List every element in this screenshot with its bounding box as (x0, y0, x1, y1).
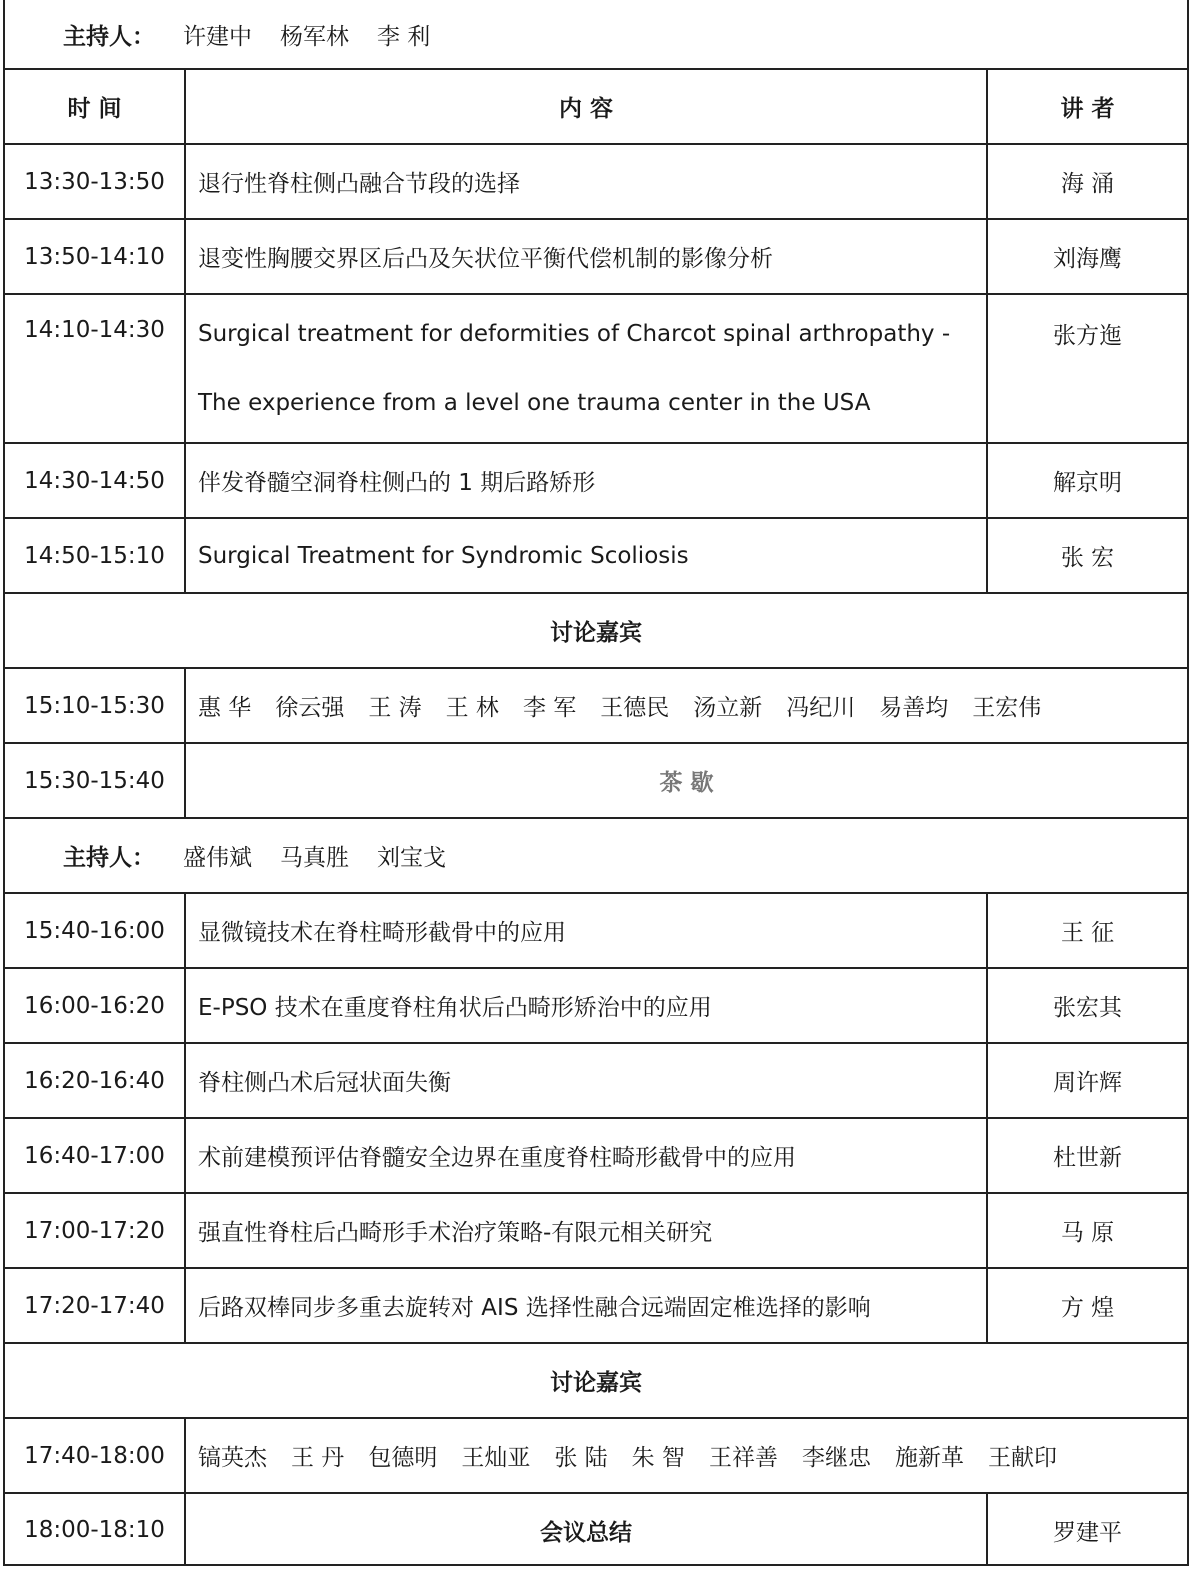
discussion-heading: 讨论嘉宾 (550, 620, 642, 646)
speaker-cell: 张 宏 (1060, 545, 1115, 571)
discussion-heading-row (5, 594, 1187, 669)
summary-label: 会议总结 (186, 1494, 988, 1566)
time-cell: 13:50-14:10 (5, 220, 186, 293)
speaker-cell: 王 征 (1060, 920, 1115, 946)
panelist-name: 王灿亚 (461, 1445, 531, 1471)
topic-cell: 显微镜技术在脊柱畸形截骨中的应用 (186, 894, 988, 967)
time-cell: 18:00-18:10 (5, 1494, 186, 1566)
table-row (5, 519, 1187, 594)
panelist-name: 王德民 (600, 695, 670, 721)
topic-line: Surgical treatment for deformities of Charcot spinal arthropathy - (198, 320, 951, 347)
host-name: 李 利 (377, 23, 431, 50)
speaker-cell: 海 涌 (1060, 171, 1115, 197)
panelist-name: 易善均 (879, 695, 949, 721)
panelist-name: 王祥善 (708, 1445, 778, 1471)
time-column-header: 时 间 (5, 70, 186, 143)
panelist-name: 王 林 (445, 695, 499, 721)
panelist-name: 镐英杰 (198, 1445, 267, 1471)
discussion-heading-row (5, 1344, 1187, 1419)
time-cell: 16:00-16:20 (5, 969, 186, 1042)
time-cell: 13:30-13:50 (5, 145, 186, 218)
speaker-cell: 马 原 (1060, 1220, 1115, 1246)
table-row (5, 1044, 1187, 1119)
content-column-header: 内 容 (186, 70, 988, 143)
table-row (5, 295, 1187, 444)
host-row-session-2 (5, 819, 1187, 894)
topic-cell: 后路双棒同步多重去旋转对 AIS 选择性融合远端固定椎选择的影响 (186, 1269, 988, 1342)
table-row (5, 1194, 1187, 1269)
host-name: 杨军林 (280, 23, 349, 50)
discussion-heading: 讨论嘉宾 (550, 1370, 642, 1396)
time-cell: 15:10-15:30 (5, 669, 186, 742)
topic-cell: 退变性胸腰交界区后凸及矢状位平衡代偿机制的影像分析 (186, 220, 988, 293)
topic-cell: 术前建模预评估脊髓安全边界在重度脊柱畸形截骨中的应用 (186, 1119, 988, 1192)
time-cell: 17:00-17:20 (5, 1194, 186, 1267)
panelist-name: 王献印 (987, 1445, 1057, 1471)
table-row (5, 1269, 1187, 1344)
panelist-name: 王宏伟 (972, 695, 1042, 721)
time-cell: 15:30-15:40 (5, 744, 186, 817)
summary-row (5, 1494, 1187, 1566)
host-name: 许建中 (183, 23, 252, 50)
table-row (5, 894, 1187, 969)
panelist-name: 李继忠 (801, 1445, 871, 1471)
topic-cell: 退行性脊柱侧凸融合节段的选择 (186, 145, 988, 218)
host-cell (5, 0, 1187, 68)
speaker-cell: 刘海鹰 (1053, 246, 1122, 272)
topic-cell: 伴发脊髓空洞脊柱侧凸的 1 期后路矫形 (186, 444, 988, 517)
panelist-name: 王 涛 (368, 695, 422, 721)
panelist-name: 徐云强 (275, 695, 345, 721)
panelist-name: 惠 华 (198, 695, 252, 721)
table-row (5, 1119, 1187, 1194)
table-row (5, 444, 1187, 519)
panelist-name: 冯纪川 (786, 695, 856, 721)
speaker-cell: 解京明 (1053, 470, 1122, 496)
panelist-name: 张 陆 (554, 1445, 608, 1471)
schedule-table (3, 0, 1189, 1566)
table-row (5, 969, 1187, 1044)
host-cell (5, 819, 1187, 892)
topic-cell: 脊柱侧凸术后冠状面失衡 (186, 1044, 988, 1117)
time-cell: 14:50-15:10 (5, 519, 186, 592)
panelist-name: 汤立新 (693, 695, 763, 721)
panelist-name: 朱 智 (631, 1445, 685, 1471)
host-name: 马真胜 (280, 845, 349, 871)
topic-cell: Surgical Treatment for Syndromic Scoliosis (186, 519, 988, 592)
break-row (5, 744, 1187, 819)
time-cell: 17:20-17:40 (5, 1269, 186, 1342)
panelist-name: 施新革 (894, 1445, 964, 1471)
time-cell: 17:40-18:00 (5, 1419, 186, 1492)
speaker-cell: 张方迤 (1053, 323, 1122, 349)
panelists-row (5, 669, 1187, 744)
panelist-name: 王 丹 (291, 1445, 345, 1471)
host-row-session-1 (5, 0, 1187, 70)
panelist-name: 包德明 (368, 1445, 438, 1471)
topic-cell (186, 295, 988, 442)
speaker-cell: 杜世新 (1053, 1145, 1122, 1171)
panelists-cell (186, 669, 1187, 742)
time-cell: 16:20-16:40 (5, 1044, 186, 1117)
speaker-cell: 罗建平 (1053, 1519, 1122, 1546)
panelist-name: 李 军 (522, 695, 577, 721)
break-label: 茶 歇 (659, 770, 714, 796)
time-cell: 14:30-14:50 (5, 444, 186, 517)
time-cell: 16:40-17:00 (5, 1119, 186, 1192)
topic-cell: E-PSO 技术在重度脊柱角状后凸畸形矫治中的应用 (186, 969, 988, 1042)
speaker-column-header: 讲 者 (1060, 96, 1115, 122)
speaker-cell: 张宏其 (1053, 995, 1122, 1021)
panelists-cell (186, 1419, 1187, 1492)
time-cell: 14:10-14:30 (5, 295, 186, 442)
host-name: 刘宝戈 (377, 845, 446, 871)
table-row (5, 145, 1187, 220)
topic-cell: 强直性脊柱后凸畸形手术治疗策略-有限元相关研究 (186, 1194, 988, 1267)
speaker-cell: 周许辉 (1053, 1070, 1122, 1096)
column-header-row (5, 70, 1187, 145)
host-label: 主持人： (63, 23, 155, 50)
host-label: 主持人： (63, 845, 155, 871)
time-cell: 15:40-16:00 (5, 894, 186, 967)
host-name: 盛伟斌 (183, 845, 252, 871)
speaker-cell: 方 煌 (1060, 1295, 1115, 1321)
table-row (5, 220, 1187, 295)
panelists-row (5, 1419, 1187, 1494)
topic-line: The experience from a level one trauma center in the USA (198, 390, 871, 417)
